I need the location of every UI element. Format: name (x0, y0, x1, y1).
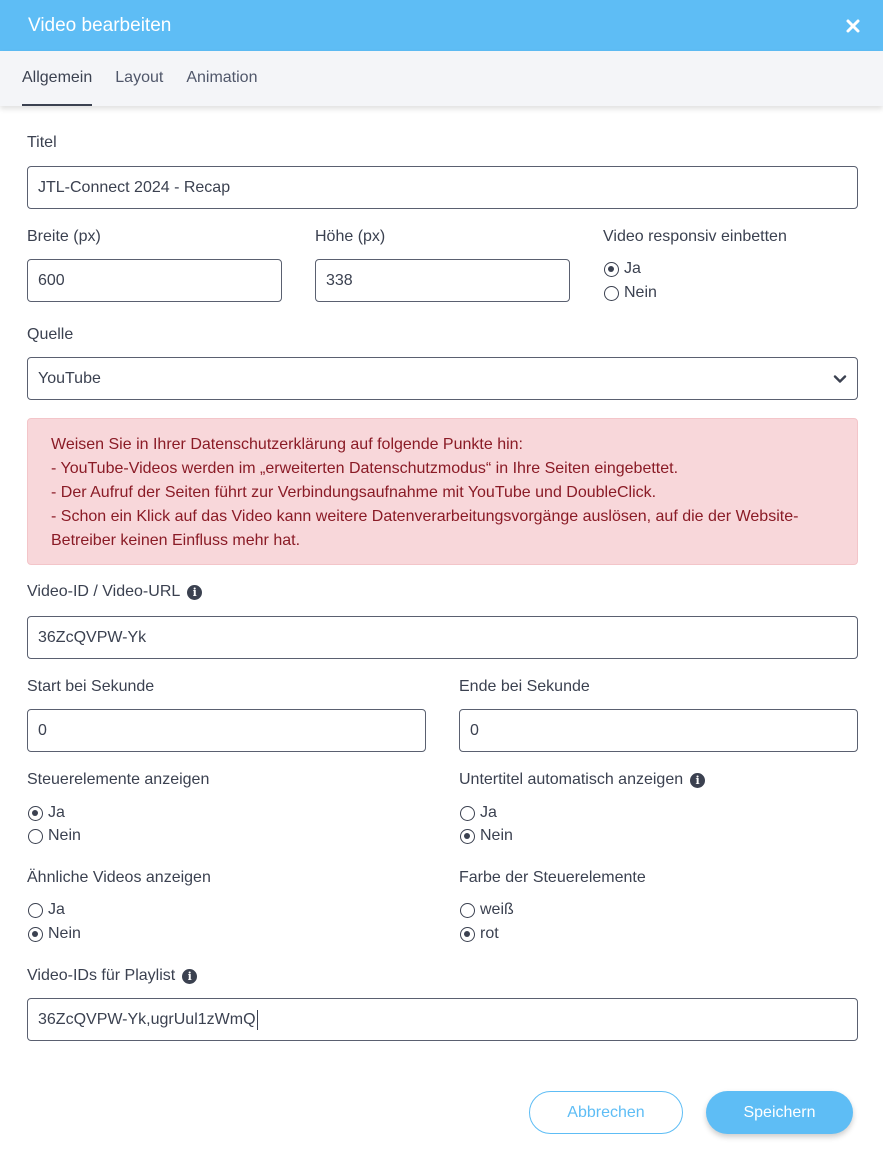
radio-label: Ja (480, 804, 497, 821)
radio-label: Ja (48, 804, 65, 821)
radio-circle (28, 829, 43, 844)
untertitel-nein-radio[interactable] (460, 827, 513, 845)
video-id-label (27, 583, 202, 601)
hoehe-label: Höhe (px) (315, 228, 386, 245)
alert-line: - Der Aufruf der Seiten führt zur Verbindungsaufnahme mit YouTube und DoubleClick. (51, 484, 657, 501)
untertitel-label (459, 771, 705, 789)
close-icon[interactable] (845, 18, 861, 34)
radio-label: Nein (624, 284, 657, 301)
radio-label: weiß (480, 901, 514, 918)
tab-allgemein[interactable]: Allgemein (22, 69, 92, 106)
chevron-down-icon (833, 372, 847, 386)
alert-line: - YouTube-Videos werden im „erweiterten Datenschutzmodus“ in Ihre Seiten eingebettet. (51, 460, 679, 477)
radio-circle (460, 903, 475, 918)
tab-animation[interactable]: Animation (186, 69, 258, 86)
radio-circle (28, 927, 43, 942)
start-input[interactable] (27, 709, 426, 752)
radio-label: Ja (624, 260, 641, 277)
video-id-value: 36ZcQVPW-Yk (38, 628, 147, 646)
playlist-input[interactable] (27, 998, 858, 1041)
aehnliche-nein-radio[interactable] (28, 925, 81, 943)
dialog-title: Video bearbeiten (28, 14, 172, 36)
text-caret (257, 1010, 258, 1030)
playlist-label (27, 967, 197, 985)
steuerelemente-nein-radio[interactable] (28, 827, 81, 845)
aehnliche-ja-radio[interactable] (28, 901, 65, 919)
cancel-button[interactable]: Abbrechen (529, 1091, 683, 1134)
start-label: Start bei Sekunde (27, 678, 155, 695)
privacy-alert (27, 418, 858, 565)
quelle-select[interactable] (27, 357, 858, 400)
quelle-label: Quelle (27, 326, 74, 343)
radio-label: Nein (48, 925, 81, 942)
radio-circle (604, 262, 619, 277)
radio-label: rot (480, 925, 499, 942)
playlist-label-text: Video-IDs für Playlist (27, 967, 176, 984)
info-icon[interactable]: i (182, 969, 197, 984)
playlist-value: 36ZcQVPW-Yk,ugrUul1zWmQ (38, 1010, 256, 1028)
radio-circle (460, 806, 475, 821)
breite-input[interactable] (27, 259, 282, 302)
radio-circle (460, 829, 475, 844)
breite-label: Breite (px) (27, 228, 101, 245)
hoehe-value: 338 (326, 271, 353, 289)
video-id-input[interactable] (27, 616, 858, 659)
radio-label: Nein (48, 827, 81, 844)
responsive-label: Video responsiv einbetten (603, 228, 787, 245)
farbe-weiss-radio[interactable] (460, 901, 514, 919)
info-icon[interactable]: i (187, 585, 202, 600)
radio-label: Ja (48, 901, 65, 918)
alert-line: Betreiber keinen Einfluss mehr hat. (51, 532, 301, 549)
titel-label: Titel (27, 134, 57, 151)
titel-input[interactable] (27, 166, 858, 209)
tab-layout[interactable]: Layout (115, 69, 164, 86)
responsive-nein-radio[interactable] (604, 284, 657, 302)
ende-label: Ende bei Sekunde (459, 678, 590, 695)
save-button[interactable]: Speichern (706, 1091, 853, 1134)
tab-bar (0, 51, 883, 106)
alert-line: - Schon ein Klick auf das Video kann weitere Datenverarbeitungsvorgänge auslösen, auf die der Website- (51, 508, 799, 525)
untertitel-ja-radio[interactable] (460, 804, 497, 822)
titel-value: JTL-Connect 2024 - Recap (38, 178, 231, 196)
ende-value: 0 (470, 721, 479, 739)
radio-circle (460, 927, 475, 942)
info-icon[interactable]: i (690, 773, 705, 788)
aehnliche-label: Ähnliche Videos anzeigen (27, 869, 211, 886)
farbe-rot-radio[interactable] (460, 925, 499, 943)
radio-circle (28, 903, 43, 918)
steuerelemente-label: Steuerelemente anzeigen (27, 771, 210, 788)
steuerelemente-ja-radio[interactable] (28, 804, 65, 822)
radio-circle (604, 286, 619, 301)
untertitel-label-text: Untertitel automatisch anzeigen (459, 771, 684, 788)
hoehe-input[interactable] (315, 259, 570, 302)
video-id-label-text: Video-ID / Video-URL (27, 583, 181, 600)
start-value: 0 (38, 721, 47, 739)
dialog-header (0, 0, 883, 51)
radio-circle (28, 806, 43, 821)
ende-input[interactable] (459, 709, 858, 752)
breite-value: 600 (38, 271, 65, 289)
responsive-ja-radio[interactable] (604, 260, 641, 278)
quelle-value: YouTube (38, 369, 101, 387)
alert-line: Weisen Sie in Ihrer Datenschutzerklärung auf folgende Punkte hin: (51, 436, 523, 453)
radio-label: Nein (480, 827, 513, 844)
farbe-label: Farbe der Steuerelemente (459, 869, 646, 886)
